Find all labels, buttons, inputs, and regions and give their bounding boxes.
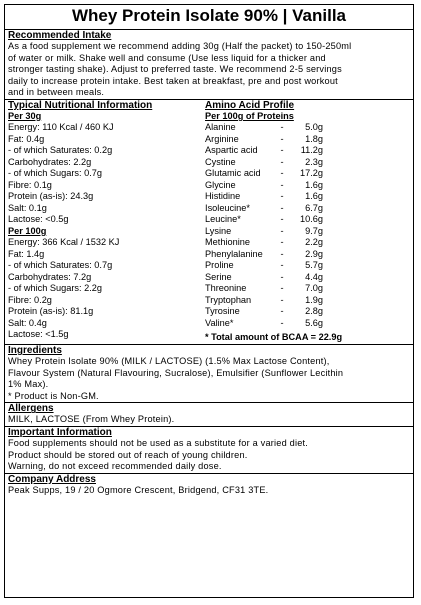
amino-dash: - xyxy=(280,133,284,144)
amino-value: 1.6g xyxy=(305,191,324,202)
amino-dash: - xyxy=(280,156,284,167)
amino-name: Leucine* xyxy=(205,214,241,225)
company-address-section xyxy=(5,474,413,497)
nutrition-row: Fibre: 0.2g xyxy=(8,294,52,305)
nutrition-heading: Typical Nutritional Information xyxy=(8,99,153,111)
amino-name: Histidine xyxy=(205,191,241,202)
amino-dash: - xyxy=(280,283,284,294)
nutrition-row: Protein (as-is): 24.3g xyxy=(8,191,94,202)
amino-value: 4.4g xyxy=(305,271,324,282)
per-30g-heading: Per 30g xyxy=(8,110,42,121)
amino-dash: - xyxy=(280,202,284,213)
amino-dash: - xyxy=(280,214,284,225)
nutrition-row: Carbohydrates: 2.2g xyxy=(8,156,92,167)
recommended-intake-heading: Recommended Intake xyxy=(8,30,112,41)
ingredients-line: Flavour System (Natural Flavouring, Sucralose), Emulsifier (Sunflower Lecithin xyxy=(8,367,344,378)
recommended-intake-text xyxy=(8,41,410,99)
amino-row xyxy=(205,122,410,134)
important-info-section xyxy=(5,427,413,474)
amino-row xyxy=(205,203,410,215)
amino-value: 2.9g xyxy=(305,248,324,259)
amino-dash: - xyxy=(280,145,284,156)
nutrition-label xyxy=(4,4,414,598)
important-info-heading: Important Information xyxy=(8,426,112,438)
amino-value: 5.0g xyxy=(305,122,324,133)
amino-row xyxy=(205,260,410,272)
amino-name: Threonine xyxy=(205,283,247,294)
amino-dash: - xyxy=(280,191,284,202)
bcaa-total: * Total amount of BCAA = 22.9g xyxy=(205,332,343,343)
nutrition-row: Energy: 366 Kcal / 1532 KJ xyxy=(8,237,120,248)
amino-row xyxy=(205,191,410,203)
amino-name: Cystine xyxy=(205,156,236,167)
amino-name: Glutamic acid xyxy=(205,168,261,179)
amino-name: Aspartic acid xyxy=(205,145,258,156)
amino-name: Arginine xyxy=(205,133,239,144)
nutrition-row: Protein (as-is): 81.1g xyxy=(8,306,94,317)
nutrition-row: - of which Sugars: 0.7g xyxy=(8,168,102,179)
recommended-line: As a food supplement we recommend adding 30g (Half the packet) to 150-250ml xyxy=(8,41,352,51)
amino-name: Tyrosine xyxy=(205,306,240,317)
amino-row xyxy=(205,318,410,330)
amino-value: 17.2g xyxy=(300,168,324,179)
amino-name: Lysine xyxy=(205,225,232,236)
important-line: Warning, do not exceed recommended daily dose. xyxy=(8,461,222,472)
nutrition-row: Lactose: <1.5g xyxy=(8,329,69,340)
amino-row xyxy=(205,180,410,192)
amino-value: 2.2g xyxy=(305,237,324,248)
nutrition-row: Salt: 0.1g xyxy=(8,202,47,213)
amino-value: 1.6g xyxy=(305,179,324,190)
amino-row xyxy=(205,249,410,261)
amino-value: 10.6g xyxy=(300,214,324,225)
nutrition-row: - of which Saturates: 0.2g xyxy=(8,145,113,156)
ingredients-section xyxy=(5,345,413,403)
amino-dash: - xyxy=(280,306,284,317)
amino-name: Isoleucine* xyxy=(205,202,250,213)
amino-column xyxy=(205,100,410,344)
amino-dash: - xyxy=(280,294,284,305)
amino-row xyxy=(205,145,410,157)
recommended-line: stronger tasting shake). Adjust to preferred taste. We recommend 2-5 servings xyxy=(8,64,342,75)
recommended-line: of water or milk. Shake well and consume (Use less liquid for a thicker and xyxy=(8,52,326,63)
company-address-line: Peak Supps, 19 / 20 Ogmore Crescent, Bridgend, CF31 3TE. xyxy=(8,484,269,495)
recommended-line: and in between meals. xyxy=(8,87,105,98)
amino-row xyxy=(205,168,410,180)
nutrition-column xyxy=(8,100,205,344)
allergens-text xyxy=(8,414,410,426)
ingredients-line: 1% Max). xyxy=(8,379,49,390)
company-address-text xyxy=(8,485,410,497)
amino-dash: - xyxy=(280,260,284,271)
amino-name: Methionine xyxy=(205,237,250,248)
amino-name: Glycine xyxy=(205,179,236,190)
recommended-line: daily to increase protein intake. Best taken at breakfast, pre and post workout xyxy=(8,75,338,86)
amino-value: 9.7g xyxy=(305,225,324,236)
ingredients-line: * Product is Non-GM. xyxy=(8,390,99,401)
amino-value: 2.3g xyxy=(305,156,324,167)
amino-row xyxy=(205,157,410,169)
amino-value: 1.8g xyxy=(305,133,324,144)
amino-value: 5.6g xyxy=(305,317,324,328)
important-info-text xyxy=(8,438,410,473)
product-title: Whey Protein Isolate 90% | Vanilla xyxy=(5,5,413,30)
amino-name: Tryptophan xyxy=(205,294,252,305)
amino-dash: - xyxy=(280,168,284,179)
nutrition-row: Fat: 1.4g xyxy=(8,248,45,259)
amino-rows xyxy=(205,122,410,329)
amino-name: Alanine xyxy=(205,122,236,133)
nutrition-row: - of which Saturates: 0.7g xyxy=(8,260,113,271)
ingredients-line: Whey Protein Isolate 90% (MILK / LACTOSE) (1.5% Max Lactose Content), xyxy=(8,355,330,366)
amino-row xyxy=(205,237,410,249)
amino-row xyxy=(205,295,410,307)
amino-name: Proline xyxy=(205,260,234,271)
amino-value: 1.9g xyxy=(305,294,324,305)
amino-name: Phenylalanine xyxy=(205,248,263,259)
amino-name: Serine xyxy=(205,271,232,282)
important-line: Food supplements should not be used as a substitute for a varied diet. xyxy=(8,437,309,448)
nutrition-row: Salt: 0.4g xyxy=(8,317,47,328)
amino-value: 6.7g xyxy=(305,202,324,213)
amino-sub-heading: Per 100g of Proteins xyxy=(205,110,294,121)
amino-value: 11.2g xyxy=(300,145,324,156)
nutrition-row: Carbohydrates: 7.2g xyxy=(8,271,92,282)
amino-row xyxy=(205,283,410,295)
nutrition-row: - of which Sugars: 2.2g xyxy=(8,283,102,294)
amino-name: Valine* xyxy=(205,317,234,328)
amino-value: 2.8g xyxy=(305,306,324,317)
amino-row xyxy=(205,306,410,318)
allergens-heading: Allergens xyxy=(8,403,54,415)
amino-dash: - xyxy=(280,122,284,133)
allergens-line: MILK, LACTOSE (From Whey Protein). xyxy=(8,414,175,425)
amino-dash: - xyxy=(280,237,284,248)
amino-dash: - xyxy=(280,271,284,282)
amino-dash: - xyxy=(280,179,284,190)
amino-row xyxy=(205,272,410,284)
amino-value: 5.7g xyxy=(305,260,324,271)
amino-value: 7.0g xyxy=(305,283,324,294)
ingredients-text xyxy=(8,356,410,402)
amino-dash: - xyxy=(280,248,284,259)
nutrition-row: Fibre: 0.1g xyxy=(8,179,52,190)
per-100g-heading: Per 100g xyxy=(8,225,47,236)
nutrition-row: Lactose: <0.5g xyxy=(8,214,69,225)
amino-row xyxy=(205,226,410,238)
amino-dash: - xyxy=(280,225,284,236)
amino-row xyxy=(205,214,410,226)
company-address-heading: Company Address xyxy=(8,473,96,485)
recommended-intake-section xyxy=(5,30,413,100)
amino-row xyxy=(205,134,410,146)
nutrition-and-amino-section xyxy=(5,100,413,345)
nutrition-row: Energy: 110 Kcal / 460 KJ xyxy=(8,122,114,133)
allergens-section xyxy=(5,403,413,427)
important-line: Product should be stored out of reach of young children. xyxy=(8,449,248,460)
amino-heading: Amino Acid Profile xyxy=(205,99,295,111)
ingredients-heading: Ingredients xyxy=(8,344,62,356)
nutrition-row: Fat: 0.4g xyxy=(8,133,45,144)
amino-dash: - xyxy=(280,317,284,328)
